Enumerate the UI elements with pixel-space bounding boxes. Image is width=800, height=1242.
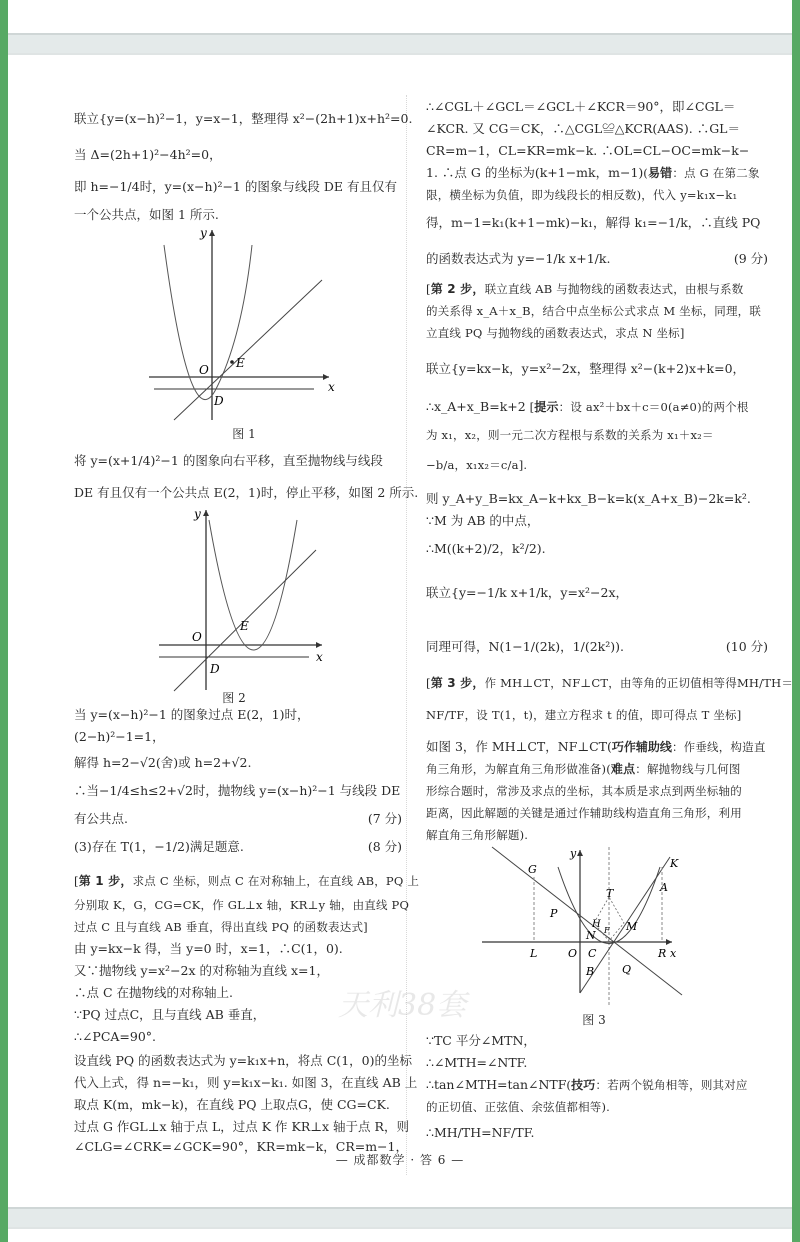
y-axis-arrow xyxy=(209,230,215,236)
label-y: y xyxy=(200,226,207,240)
parabola xyxy=(209,520,297,650)
score-10: (10 分) xyxy=(725,639,768,654)
text-line: 联立{y=−1/k x+1/k，y=x²−2x， xyxy=(426,585,629,600)
text-line: 解得 h=2−√2(舍)或 h=2+√2. xyxy=(74,755,252,770)
tip-label: 提示 xyxy=(534,400,559,414)
label-r: R xyxy=(658,947,667,960)
text-line: CR=m−1，CL=KR=mk−k. ∴OL=CL−OC=mk−k− xyxy=(426,143,750,158)
text-line: ∴点 C 在抛物线的对称轴上. xyxy=(74,985,233,1000)
watermark-text: 天利38套 xyxy=(338,988,467,1023)
text-line: ∵M 为 AB 的中点， xyxy=(426,513,540,528)
label-g: G xyxy=(528,863,537,876)
text-line: 当 y=(x−h)²−1 的图象过点 E(2，1)时， xyxy=(74,707,310,722)
text-line: ∵TC 平分∠MTN， xyxy=(426,1033,536,1048)
text-line xyxy=(426,251,768,267)
text-content: 如图 3，作 MH⊥CT，NF⊥CT xyxy=(426,739,608,754)
text-line: ∴∠MTH=∠NTF. xyxy=(426,1055,528,1070)
tip-line: 为 x₁，x₂，则一元二次方程根与系数的关系为 x₁＋x₂＝ xyxy=(426,428,714,442)
right-green-border xyxy=(792,0,800,1242)
text-line: ∴tan∠MTH=tan∠NTF(技巧：若两个锐角相等，则其对应 xyxy=(426,1077,748,1092)
text-content: ∴x_A+x_B=k+2 xyxy=(426,399,526,414)
label-y: y xyxy=(194,507,201,521)
hint-text: 立直线 PQ 与抛物线的函数表达式，求点 N 坐标 xyxy=(426,326,680,340)
text-line: 得，m−1=k₁(k+1−mk)−k₁，解得 k₁=−1/k，∴直线 PQ xyxy=(426,215,761,230)
text-content: 的函数表达式为 y=−1/k x+1/k. xyxy=(426,251,611,266)
text-line: 限，横坐标为负值，即为线段长的相反数)，代入 y=k₁x−k₁ xyxy=(426,188,738,202)
aux-line-label: 巧作辅助线 xyxy=(611,740,672,754)
hint-text: 作 MH⊥CT，NF⊥CT，由等角的正切值相等得MH/TH＝ xyxy=(484,676,794,690)
label-o: O xyxy=(199,363,209,377)
top-page-separator xyxy=(8,33,792,55)
text-line: 即 h=−1/4时，y=(x−h)²−1 的图象与线段 DE 有且仅有 xyxy=(74,179,397,194)
score-8: (8 分) xyxy=(367,839,402,854)
text-line: 由 y=kx−k 得，当 y=0 时，x=1，∴C(1，0). xyxy=(74,941,343,956)
figure-2 xyxy=(154,505,334,695)
tip-line: −b/a，x₁x₂＝c/a]. xyxy=(426,458,528,472)
hint-text: 过点 C 且与直线 AB 垂直，得出直线 PQ 的函数表达式 xyxy=(74,920,364,934)
step-3-hint-line: NF/TF，设 T(1，t)，建立方程求 t 的值，即可得点 T 坐标] xyxy=(426,708,742,722)
text-content: 有公共点. xyxy=(74,811,128,826)
step-1-hint-line: 过点 C 且与直线 AB 垂直，得出直线 PQ 的函数表达式] xyxy=(74,920,368,934)
y-axis-arrow xyxy=(203,510,209,516)
easy-mistake-label: 易错 xyxy=(647,166,673,180)
step-3-label: 第 3 步， xyxy=(430,676,485,690)
score-9: (9 分) xyxy=(733,251,768,266)
trick-label: 技巧 xyxy=(571,1078,596,1092)
y-axis-arrow xyxy=(577,850,583,856)
step-3-hint: [第 3 步，作 MH⊥CT，NF⊥CT，由等角的正切值相等得MH/TH＝ xyxy=(426,676,794,690)
text-line: 过点 G 作GL⊥x 轴于点 L，过点 K 作 KR⊥x 轴于点 R，则 xyxy=(74,1119,409,1134)
label-d: D xyxy=(210,662,220,676)
hint-text: 联立直线 AB 与抛物线的函数表达式，由根与系数 xyxy=(484,282,744,296)
label-e: E xyxy=(236,356,245,370)
text-line xyxy=(426,639,768,655)
text-line: 1. ∴点 G 的坐标为(k+1−mk，m−1)(易错：点 G 在第二象 xyxy=(426,165,760,180)
text-line: ∴当−1/4≤h≤2+√2时，抛物线 y=(x−h)²−1 与线段 DE xyxy=(74,783,401,798)
aux-line-text: ：作垂线，构造直 xyxy=(671,740,766,754)
text-line: 联立{y=(x−h)²−1，y=x−1，整理得 x²−(2h+1)x+h²=0. xyxy=(74,111,413,126)
step-1-hint: [第 1 步，求点 C 坐标，则点 C 在对称轴上，在直线 AB，PQ 上 xyxy=(74,874,420,888)
label-c: C xyxy=(588,947,597,960)
label-o: O xyxy=(568,947,578,960)
text-line: 形综合题时，常涉及求点的坐标，其本质是求点到两坐标轴的 xyxy=(426,784,742,798)
bottom-page-separator xyxy=(8,1207,792,1229)
score-7: (7 分) xyxy=(367,811,402,826)
text-line: 取点 K(m，mk−k)，在直线 PQ 上取点G，使 CG=CK. xyxy=(74,1097,390,1112)
x-axis-arrow xyxy=(316,642,322,648)
label-k: K xyxy=(670,857,679,870)
text-line: 当 Δ=(2h+1)²−4h²=0， xyxy=(74,147,222,162)
hint-text: 求点 C 坐标，则点 C 在对称轴上，在直线 AB，PQ 上 xyxy=(132,874,420,888)
text-line: ∴MH/TH=NF/TF. xyxy=(426,1125,535,1140)
step-2-label: 第 2 步， xyxy=(430,282,485,296)
text-line: ∠CLG=∠CRK=∠GCK=90°，KR=mk−k，CR=m−1， xyxy=(74,1139,408,1154)
text-line: (2−h)²−1=1， xyxy=(74,729,165,744)
text-content: ∴tan∠MTH=tan∠NTF xyxy=(426,1077,567,1092)
difficulty-text: ：解抛物线与几何图 xyxy=(635,762,741,776)
text-line: 距离，因此解题的关键是通过作辅助线构造直角三角形，利用 xyxy=(426,806,742,820)
label-d: D xyxy=(214,394,224,408)
answer-page xyxy=(8,55,792,1205)
label-h: H xyxy=(592,919,601,930)
text-line: 角三角形，为解直角三角形做准备)(难点：解抛物线与几何图 xyxy=(426,762,741,776)
label-f: F xyxy=(604,926,610,935)
text-line: 设直线 PQ 的函数表达式为 y=k₁x+n，将点 C(1，0)的坐标 xyxy=(74,1053,412,1068)
easy-mistake-text: ：点 G 在第二象 xyxy=(672,166,760,180)
text-line: 一个公共点，如图 1 所示. xyxy=(74,207,219,222)
step-1-label: 第 1 步， xyxy=(78,874,133,888)
step-2-hint-line: 立直线 PQ 与抛物线的函数表达式，求点 N 坐标] xyxy=(426,326,685,340)
label-q: Q xyxy=(622,963,632,976)
text-line: 联立{y=kx−k，y=x²−2x，整理得 x²−(k+2)x+k=0， xyxy=(426,361,746,376)
text-content: (3)存在 T(1，−1/2)满足题意. xyxy=(74,839,244,854)
text-line: 的正切值、正弦值、余弦值都相等). xyxy=(426,1100,611,1114)
label-p: P xyxy=(550,907,558,920)
point-e xyxy=(230,360,234,364)
label-y: y xyxy=(570,847,577,860)
hint-text: NF/TF，设 T(1，t)，建立方程求 t 的值，即可得点 T 坐标 xyxy=(426,708,737,722)
text-line xyxy=(74,839,402,855)
difficulty-label: 难点 xyxy=(610,762,636,776)
text-line xyxy=(74,811,402,827)
label-x: x xyxy=(316,650,323,664)
tip-text: −b/a，x₁x₂＝c/a xyxy=(426,458,519,472)
label-n: N xyxy=(586,929,596,942)
text-line: DE 有且仅有一个公共点 E(2，1)时，停止平移，如图 2 所示. xyxy=(74,485,419,500)
text-content: 1. ∴点 G 的坐标为(k+1−mk，m−1) xyxy=(426,165,644,180)
label-t: T xyxy=(606,887,614,900)
text-line: ∴∠PCA=90°. xyxy=(74,1029,157,1044)
text-line: 则 y_A+y_B=kx_A−k+kx_B−k=k(x_A+x_B)−2k=k². xyxy=(426,491,751,506)
text-line: ∴x_A+x_B=k+2 [提示：设 ax²＋bx＋c＝0(a≠0)的两个根 xyxy=(426,399,749,414)
text-line: 又∵抛物线 y=x²−2x 的对称轴为直线 x=1， xyxy=(74,963,329,978)
text-line: 解直角三角形解题). xyxy=(426,828,529,842)
label-l: L xyxy=(530,947,538,960)
figure-1-caption: 图 1 xyxy=(232,427,256,441)
x-axis-arrow xyxy=(666,939,672,945)
figure-2-caption: 图 2 xyxy=(222,691,246,705)
label-b: B xyxy=(586,965,595,978)
page-footer: — 成都数学 · 答 6 — xyxy=(335,1153,465,1167)
trick-text: ：若两个锐角相等，则其对应 xyxy=(595,1078,748,1092)
tip-text: ：设 ax²＋bx＋c＝0(a≠0)的两个根 xyxy=(558,400,749,414)
text-content: 角三角形，为解直角三角形做准备) xyxy=(426,762,607,776)
label-x: x xyxy=(328,380,335,394)
figure-1 xyxy=(144,225,344,425)
text-line: 将 y=(x+1/4)²−1 的图象向右平移，直至抛物线与线段 xyxy=(74,453,383,468)
text-content: 同理可得，N(1−1/(2k)，1/(2k²)). xyxy=(426,639,624,654)
step-2-hint-line: 的关系得 x_A＋x_B，结合中点坐标公式求点 M 坐标，同理，联 xyxy=(426,304,762,318)
line-y-eq-x-minus-1 xyxy=(174,280,322,420)
column-divider xyxy=(406,95,407,1175)
label-a: A xyxy=(660,881,668,894)
text-line: ∠KCR. 又 CG＝CK，∴△CGL≌△KCR(AAS). ∴GL＝ xyxy=(426,121,740,136)
left-green-border xyxy=(0,0,8,1242)
label-o: O xyxy=(192,630,202,644)
text-line: 代入上式，得 n=−k₁，则 y=k₁x−k₁. 如图 3，在直线 AB 上 xyxy=(74,1075,418,1090)
figure-3-caption: 图 3 xyxy=(582,1013,606,1027)
text-line: ∴M((k+2)/2，k²/2). xyxy=(426,541,546,556)
label-m: M xyxy=(626,920,638,933)
text-line: ∵PQ 过点C，且与直线 AB 垂直， xyxy=(74,1007,266,1022)
label-x: x xyxy=(670,947,677,960)
step-1-hint-line: 分别取 K，G，CG=CK，作 GL⊥x 轴，KR⊥y 轴，由直线 PQ xyxy=(74,898,410,912)
label-e: E xyxy=(240,619,249,633)
text-line: 如图 3，作 MH⊥CT，NF⊥CT(巧作辅助线：作垂线，构造直 xyxy=(426,739,766,754)
step-2-hint: [第 2 步，联立直线 AB 与抛物线的函数表达式，由根与系数 xyxy=(426,282,744,296)
text-line: ∴∠CGL＋∠GCL＝∠GCL＋∠KCR＝90°，即∠CGL＝ xyxy=(426,99,736,114)
figure-3 xyxy=(482,845,732,1015)
